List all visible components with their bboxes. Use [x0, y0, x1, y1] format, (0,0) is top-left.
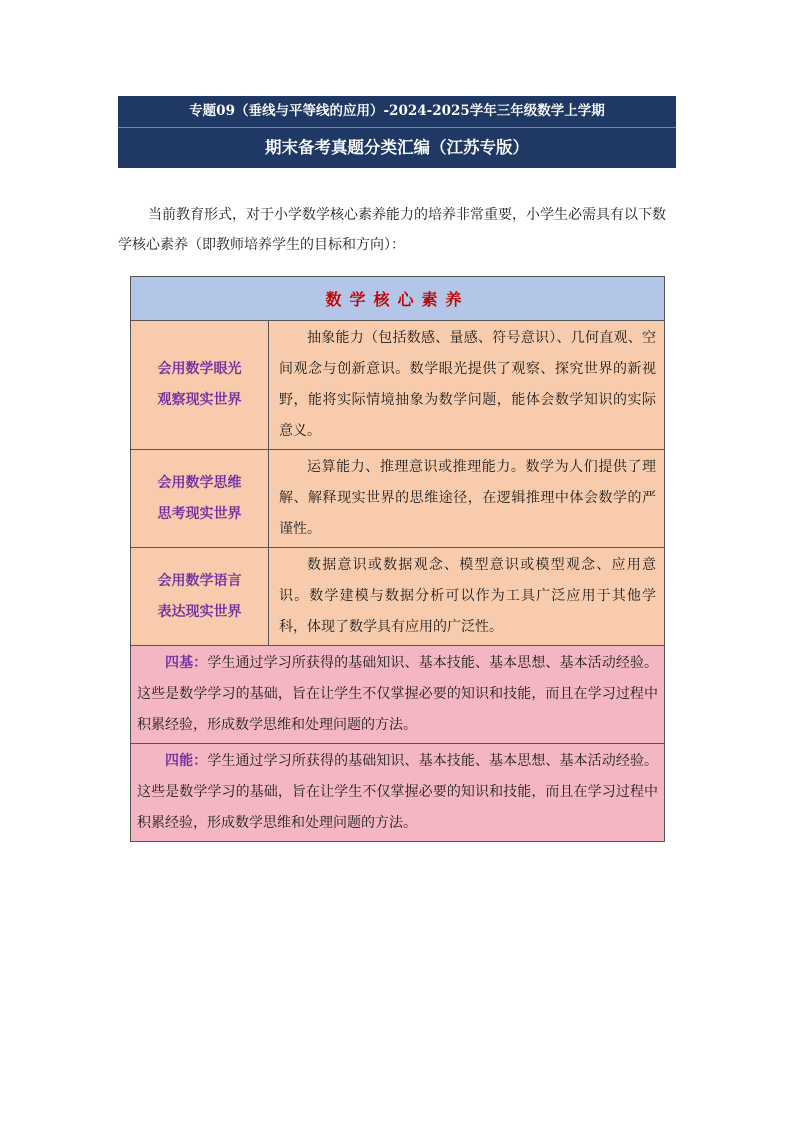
sineng-text: 学生通过学习所获得的基础知识、基本技能、基本思想、基本活动经验。这些是数学学习的基础，旨在让学生不仅掌握必要的知识和技能，而且在学习过程中积累经验，形成数学思维和处理问题的方法。	[137, 753, 659, 831]
table-row-siji	[131, 646, 665, 744]
row-label-line2: 表达现实世界	[157, 603, 242, 620]
table-row	[131, 321, 665, 450]
row-label-line1: 会用数学语言	[157, 572, 242, 589]
banner-title-line2: 期末备考真题分类汇编（江苏专版）	[265, 138, 529, 157]
row-description: 运算能力、推理意识或推理能力。数学为人们提供了理解、解释现实世界的思维途径，在逻辑推理中体会数学的严谨性。	[269, 450, 665, 548]
row-label	[131, 548, 269, 646]
table-row-sineng	[131, 744, 665, 842]
title-banner	[118, 96, 676, 168]
intro-paragraph: 当前教育形式，对于小学数学核心素养能力的培养非常重要，小学生必需具有以下数学核心素养（即教师培养学生的目标和方向）：	[118, 207, 666, 253]
table-row	[131, 450, 665, 548]
siji-cell	[131, 646, 665, 744]
siji-text: 学生通过学习所获得的基础知识、基本技能、基本思想、基本活动经验。这些是数学学习的基础，旨在让学生不仅掌握必要的知识和技能，而且在学习过程中积累经验，形成数学思维和处理问题的方法。	[137, 655, 659, 733]
row-description: 抽象能力（包括数感、量感、符号意识）、几何直观、空间观念与创新意识。数学眼光提供了观察、探究世界的新视野，能将实际情境抽象为数学问题，能体会数学知识的实际意义。	[269, 321, 665, 450]
sineng-cell	[131, 744, 665, 842]
row-description: 数据意识或数据观念、模型意识或模型观念、应用意识。数学建模与数据分析可以作为工具广泛应用于其他学科，体现了数学具有应用的广泛性。	[269, 548, 665, 646]
row-label-line2: 思考现实世界	[157, 505, 242, 522]
row-label-line1: 会用数学眼光	[157, 361, 242, 377]
table-row	[131, 548, 665, 646]
row-label	[131, 321, 269, 450]
core-literacy-table	[130, 276, 665, 842]
banner-title-line1: 专题09（垂线与平等线的应用）-2024-2025学年三年级数学上学期	[189, 103, 605, 119]
row-label-line1: 会用数学思维	[157, 474, 242, 491]
table-heading: 数学核心素养	[131, 277, 665, 321]
row-label	[131, 450, 269, 548]
siji-label: 四基：	[165, 655, 208, 671]
row-label-line2: 观察现实世界	[157, 392, 242, 408]
sineng-label: 四能：	[165, 753, 208, 769]
